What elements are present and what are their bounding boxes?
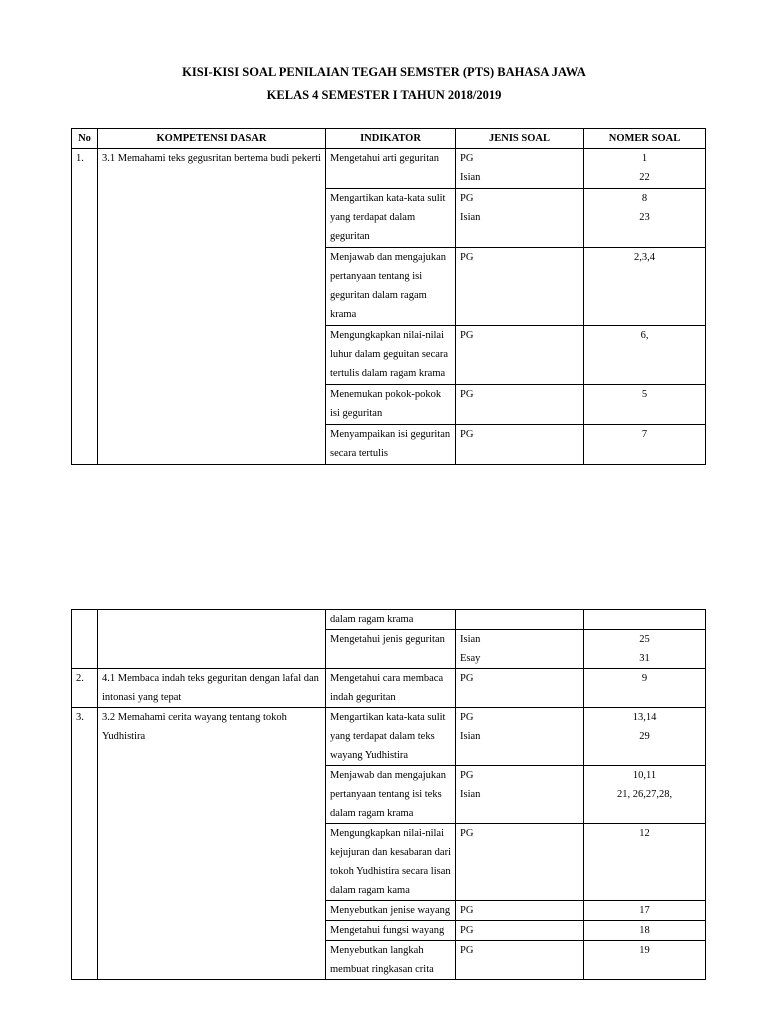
indikator-cell: Mengetahui fungsi wayang	[326, 921, 456, 941]
nomer-soal-cell: 2,3,4	[584, 247, 706, 325]
jenis-soal-cell: PG	[456, 669, 584, 708]
table-row	[72, 669, 706, 708]
indikator-cell: Menjawab dan mengajukan pertanyaan tentang isi geguritan dalam ragam krama	[326, 247, 456, 325]
nomer-soal-cell: 13,14 29	[584, 708, 706, 766]
jenis-soal-cell: PG	[456, 326, 584, 385]
nomer-soal-cell: 10,11 21, 26,27,28,	[584, 766, 706, 824]
indikator-cell: Mengartikan kata-kata sulit yang terdapat dalam geguritan	[326, 188, 456, 247]
indikator-cell: Mengetahui arti geguritan	[326, 149, 456, 189]
nomer-soal-cell: 17	[584, 901, 706, 921]
row-number: 3.	[72, 708, 98, 980]
row-number: 1.	[72, 149, 98, 465]
jenis-soal-cell: PG Isian	[456, 188, 584, 247]
nomer-soal-cell: 8 23	[584, 188, 706, 247]
indikator-cell: Mengungkapkan nilai-nilai luhur dalam geguitan secara tertulis dalam ragam krama	[326, 326, 456, 385]
indikator-cell: Menemukan pokok-pokok isi geguritan	[326, 385, 456, 425]
jenis-soal-cell: PG	[456, 385, 584, 425]
header-no: No	[72, 129, 98, 149]
table-row	[72, 708, 706, 766]
jenis-soal-cell: PG Isian	[456, 149, 584, 189]
header-indikator: INDIKATOR	[326, 129, 456, 149]
document-subtitle: KELAS 4 SEMESTER I TAHUN 2018/2019	[266, 88, 502, 102]
nomer-soal-cell: 6,	[584, 326, 706, 385]
kompetensi-dasar-cell: 3.2 Memahami cerita wayang tentang tokoh Yudhistira	[98, 708, 326, 980]
indikator-cell: Menyebutkan jenise wayang	[326, 901, 456, 921]
kompetensi-dasar-cell: 3.1 Memahami teks gegusritan bertema budi pekerti	[98, 149, 326, 465]
jenis-soal-cell: PG Isian	[456, 708, 584, 766]
nomer-soal-cell: 1 22	[584, 149, 706, 189]
nomer-soal-cell: 12	[584, 824, 706, 901]
indikator-cell: dalam ragam krama	[326, 610, 456, 630]
nomer-soal-cell: 5	[584, 385, 706, 425]
jenis-soal-cell: PG	[456, 941, 584, 980]
kisi-kisi-table-part-1	[71, 128, 706, 465]
kompetensi-dasar-cell	[98, 610, 326, 669]
header-jenis-soal: JENIS SOAL	[456, 129, 584, 149]
row-number: 2.	[72, 669, 98, 708]
indikator-cell: Menyampaikan isi geguritan secara tertulis	[326, 425, 456, 465]
jenis-soal-cell: PG	[456, 824, 584, 901]
nomer-soal-cell: 9	[584, 669, 706, 708]
jenis-soal-cell: PG	[456, 247, 584, 325]
indikator-cell: Mengartikan kata-kata sulit yang terdapat dalam teks wayang Yudhistira	[326, 708, 456, 766]
document-title: KISI-KISI SOAL PENILAIAN TEGAH SEMSTER (PTS) BAHASA JAWA	[182, 65, 586, 79]
table-row	[72, 610, 706, 630]
indikator-cell: Mengungkapkan nilai-nilai kejujuran dan kesabaran dari tokoh Yudhistira secara lisan dalam ragam kama	[326, 824, 456, 901]
nomer-soal-cell: 19	[584, 941, 706, 980]
nomer-soal-cell: 7	[584, 425, 706, 465]
nomer-soal-cell: 25 31	[584, 630, 706, 669]
jenis-soal-cell: Isian Esay	[456, 630, 584, 669]
indikator-cell: Mengetahui cara membaca indah geguritan	[326, 669, 456, 708]
jenis-soal-cell	[456, 610, 584, 630]
jenis-soal-cell: PG Isian	[456, 766, 584, 824]
row-number	[72, 610, 98, 669]
nomer-soal-cell	[584, 610, 706, 630]
indikator-cell: Menjawab dan mengajukan pertanyaan tentang isi teks dalam ragam krama	[326, 766, 456, 824]
header-nomer-soal: NOMER SOAL	[584, 129, 706, 149]
jenis-soal-cell: PG	[456, 901, 584, 921]
indikator-cell: Mengetahui jenis geguritan	[326, 630, 456, 669]
nomer-soal-cell: 18	[584, 921, 706, 941]
header-kompetensi-dasar: KOMPETENSI DASAR	[98, 129, 326, 149]
indikator-cell: Menyebutkan langkah membuat ringkasan crita	[326, 941, 456, 980]
kompetensi-dasar-cell: 4.1 Membaca indah teks geguritan dengan lafal dan intonasi yang tepat	[98, 669, 326, 708]
header-row	[72, 129, 706, 149]
jenis-soal-cell: PG	[456, 425, 584, 465]
table-row	[72, 149, 706, 189]
kisi-kisi-table-part-2	[71, 609, 706, 980]
jenis-soal-cell: PG	[456, 921, 584, 941]
